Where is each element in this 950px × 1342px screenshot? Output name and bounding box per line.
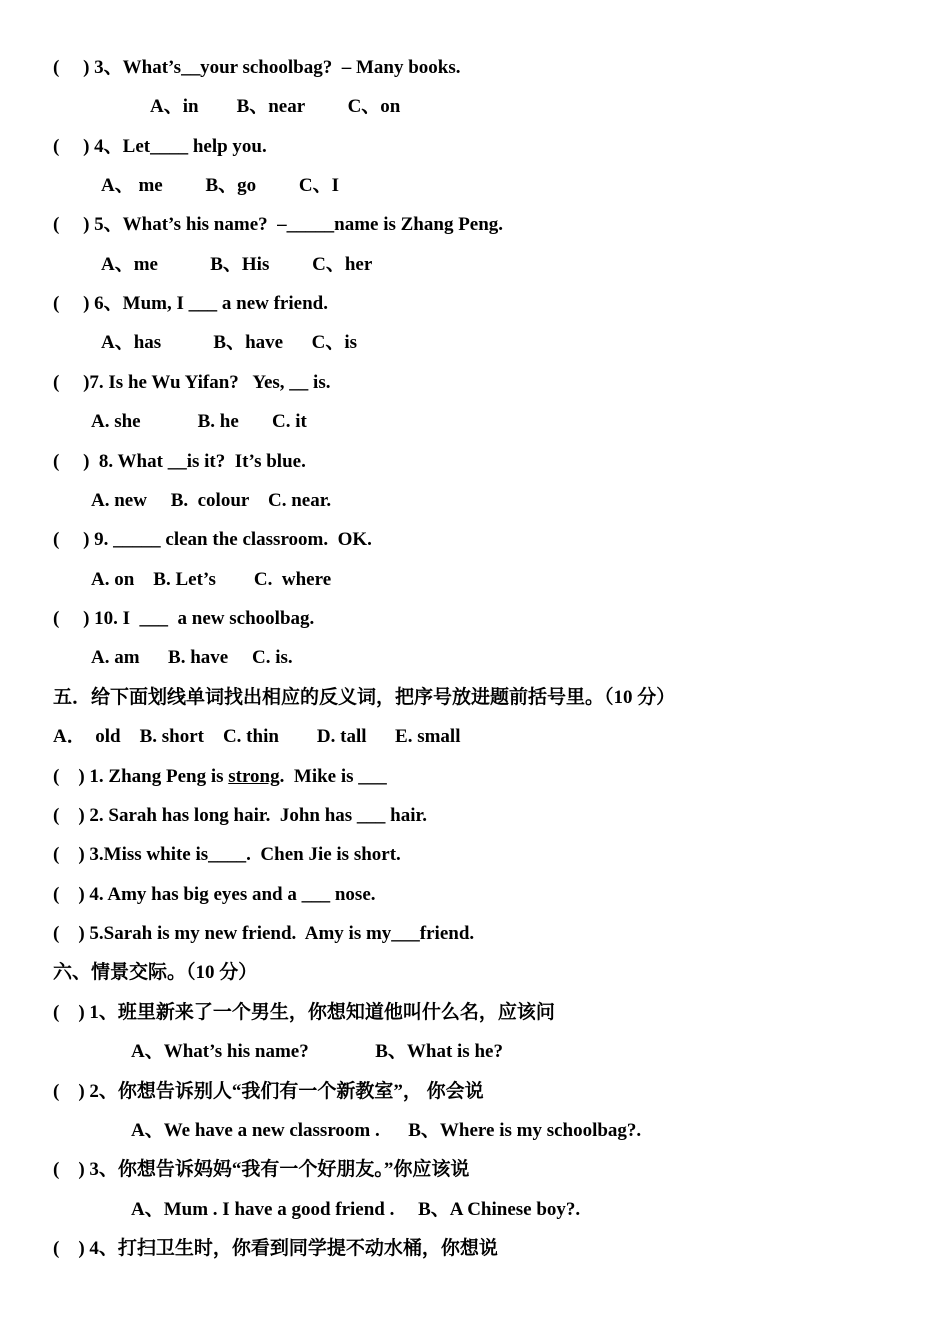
section-6-heading: 六、情景交际。（10 分） [53,962,258,983]
question-6-options: A、has B、have C、is [101,332,357,353]
section-6-question-2: ( ) 2、你想告诉别人“我们有一个新教室”， 你会说 [53,1081,484,1102]
question-4: ( ) 4、Let____ help you. [53,136,267,157]
section-6-question-1-options: A、What’s his name? B、What is he? [131,1041,503,1062]
section-6-question-3-options: A、Mum . I have a good friend . B、A Chinese boy?. [131,1199,581,1220]
section-5-question-4: ( ) 4. Amy has big eyes and a ___ nose. [53,884,376,905]
section-5-question-2: ( ) 2. Sarah has long hair. John has ___ hair. [53,805,427,826]
question-8-options: A. new B. colour C. near. [91,490,332,511]
question-4-options: A、 me B、go C、I [101,175,340,196]
question-text-after: . Mike is ___ [279,766,387,787]
underlined-word: strong [228,766,280,787]
question-9-options: A. on B. Let’s C. where [91,569,332,590]
question-7: ( )7. Is he Wu Yifan? Yes, __ is. [53,372,331,393]
question-7-options: A. she B. he C. it [91,411,307,432]
question-10: ( ) 10. I ___ a new schoolbag. [53,608,315,629]
section-6-question-4: ( ) 4、打扫卫生时，你看到同学提不动水桶，你想说 [53,1238,498,1259]
question-9: ( ) 9. _____ clean the classroom. OK. [53,529,372,550]
question-5-options: A、me B、His C、her [101,254,373,275]
section-6-question-1: ( ) 1、班里新来了一个男生，你想知道他叫什么名，应该问 [53,1002,555,1023]
section-5-question-1 [53,765,387,789]
section-6-question-2-options: A、We have a new classroom . B、Where is my schoolbag?. [131,1120,642,1141]
section-6-question-3: ( ) 3、你想告诉妈妈“我有一个好朋友。”你应该说 [53,1159,470,1180]
question-6: ( ) 6、Mum, I ___ a new friend. [53,293,328,314]
question-3-options: A、in B、near C、on [150,96,401,117]
section-5-heading: 五．给下面划线单词找出相应的反义词，把序号放进题前括号里。（10 分） [53,687,676,708]
question-10-options: A. am B. have C. is. [91,647,293,668]
section-5-question-3: ( ) 3.Miss white is____. Chen Jie is short. [53,844,401,865]
question-text-before: ( ) 1. Zhang Peng is [53,766,229,787]
question-8: ( ) 8. What __is it? It’s blue. [53,451,306,472]
question-3: ( ) 3、What’s__your schoolbag? – Many books. [53,57,461,78]
question-5: ( ) 5、What’s his name? –_____name is Zhang Peng. [53,214,504,235]
section-5-question-5: ( ) 5.Sarah is my new friend. Amy is my___friend. [53,923,475,944]
section-5-options: A． old B. short C. thin D. tall E. small [53,726,461,747]
